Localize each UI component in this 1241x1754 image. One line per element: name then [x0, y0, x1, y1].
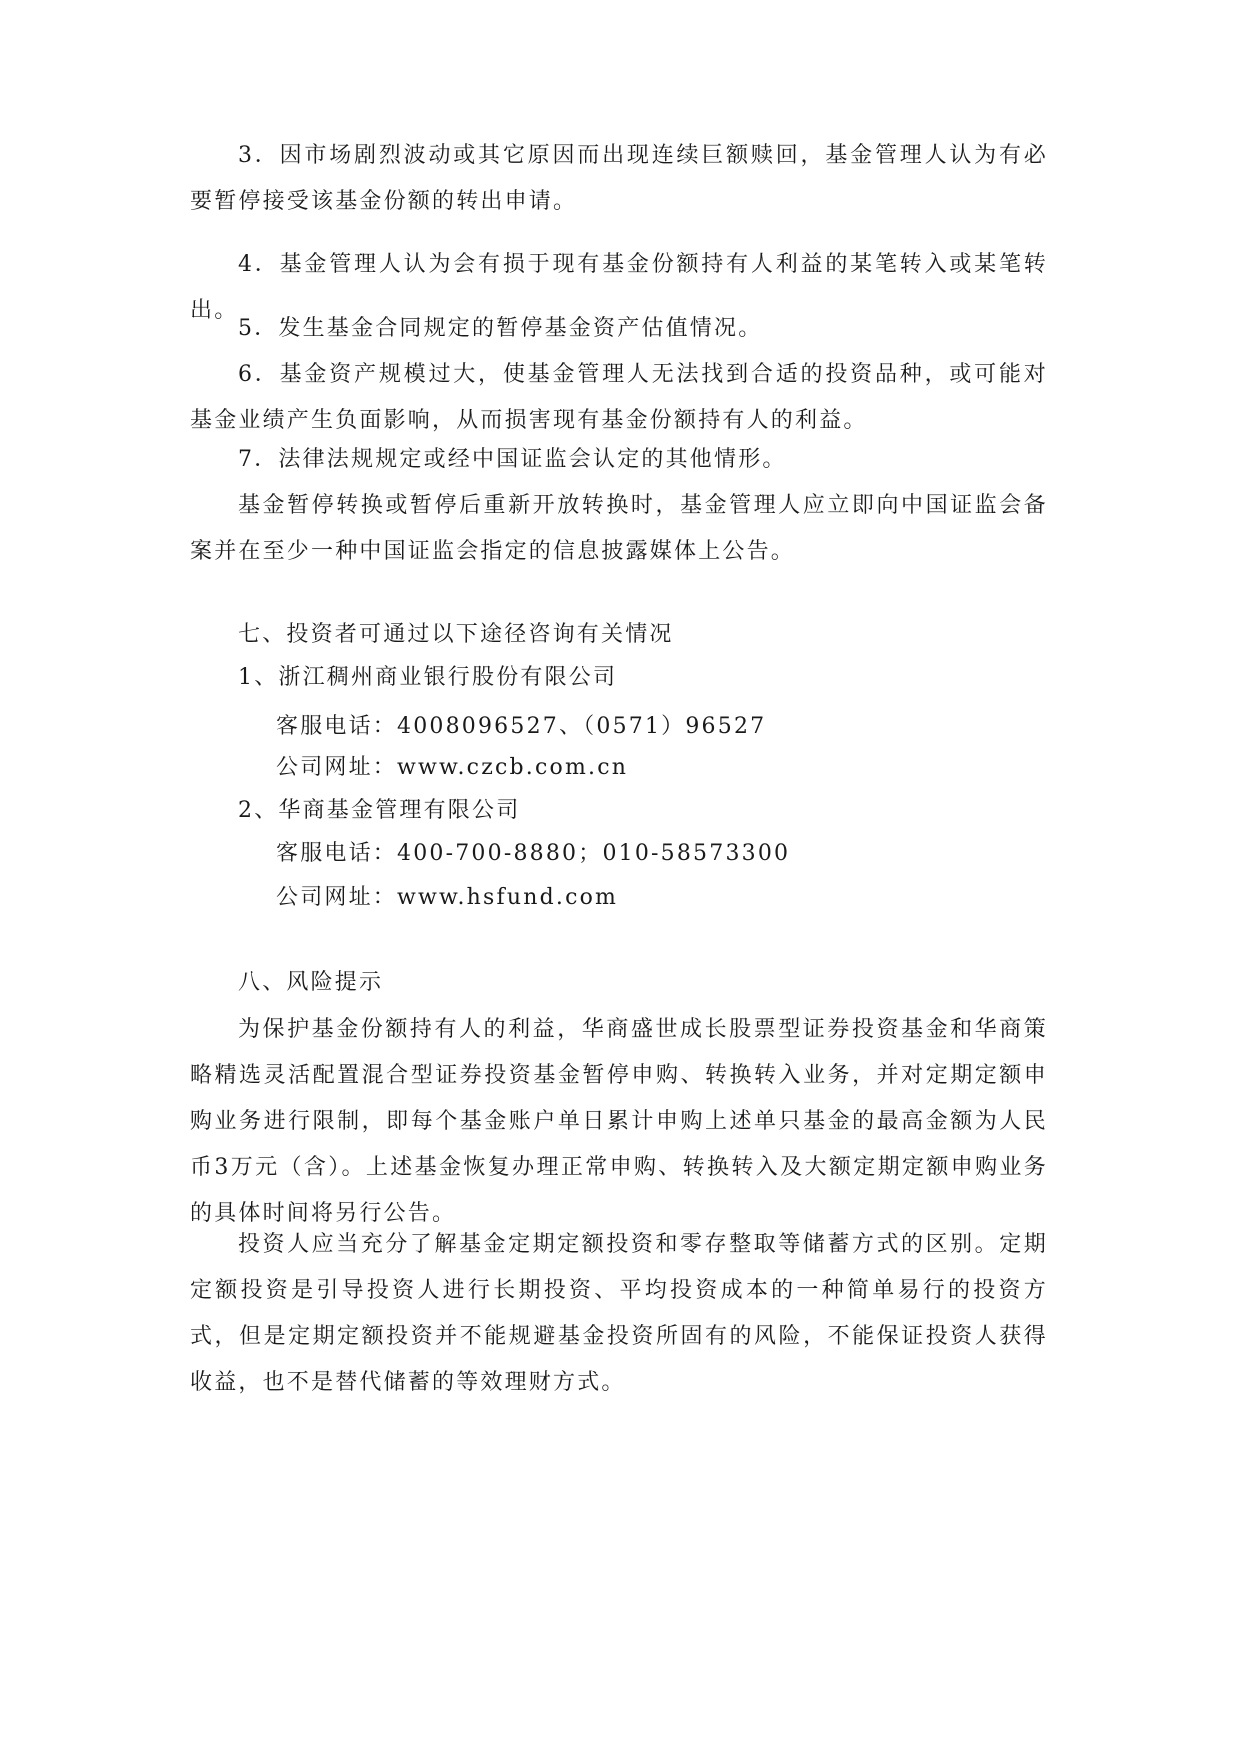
org-1-website: 公司网址：www.czcb.com.cn — [276, 755, 629, 780]
condition-item-7: 7．法律法规规定或经中国证监会认定的其他情形。 — [238, 447, 787, 472]
org-2-phone: 客服电话：400-700-8880；010-58573300 — [276, 841, 791, 866]
section-7-heading: 七、投资者可通过以下途径咨询有关情况 — [238, 622, 674, 647]
org-2-name: 2、华商基金管理有限公司 — [238, 798, 521, 823]
condition-item-6: 6．基金资产规模过大，使基金管理人无法找到合适的投资品种，或可能对基金业绩产生负面影响，从而损害现有基金份额持有人的利益。 — [190, 362, 1048, 433]
section-8-heading: 八、风险提示 — [238, 970, 384, 995]
risk-paragraph-2: 投资人应当充分了解基金定期定额投资和零存整取等储蓄方式的区别。定期定额投资是引导投资人进行长期投资、平均投资成本的一种简单易行的投资方式，但是定期定额投资并不能规避基金投资所固有的风险，不能保证投资人获得收益，也不是替代储蓄的等效理财方式。 — [190, 1232, 1048, 1395]
org-1-name: 1、浙江稠州商业银行股份有限公司 — [238, 665, 618, 690]
org-2-website: 公司网址：www.hsfund.com — [276, 885, 619, 910]
condition-item-5: 5．发生基金合同规定的暂停基金资产估值情况。 — [238, 316, 763, 341]
org-1-phone: 客服电话：4008096527、（0571）96527 — [276, 714, 767, 739]
condition-item-3: 3．因市场剧烈波动或其它原因而出现连续巨额赎回，基金管理人认为有必要暂停接受该基金份额的转出申请。 — [190, 143, 1048, 214]
condition-item-4: 4．基金管理人认为会有损于现有基金份额持有人利益的某笔转入或某笔转出。 — [190, 252, 1048, 323]
suspension-notice-paragraph: 基金暂停转换或暂停后重新开放转换时，基金管理人应立即向中国证监会备案并在至少一种中国证监会指定的信息披露媒体上公告。 — [190, 493, 1048, 564]
risk-paragraph-1: 为保护基金份额持有人的利益，华商盛世成长股票型证券投资基金和华商策略精选灵活配置混合型证券投资基金暂停申购、转换转入业务，并对定期定额申购业务进行限制，即每个基金账户单日累计申购上述单只基金的最高金额为人民币3万元（含）。上述基金恢复办理正常申购、转换转入及大额定期定额申购业务的具体时间将另行公告。 — [190, 1017, 1048, 1226]
